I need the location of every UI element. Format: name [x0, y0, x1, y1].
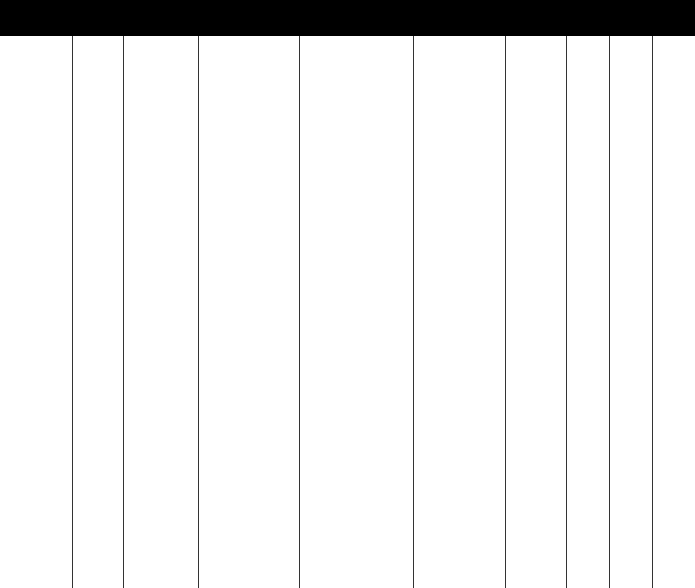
column-divider — [652, 36, 653, 588]
column-divider — [123, 36, 124, 588]
column-divider — [413, 36, 414, 588]
column-divider — [299, 36, 300, 588]
column-divider — [198, 36, 199, 588]
column-divider — [609, 36, 610, 588]
column-divider — [566, 36, 567, 588]
column-divider — [72, 36, 73, 588]
column-divider — [505, 36, 506, 588]
table-header — [0, 0, 695, 36]
